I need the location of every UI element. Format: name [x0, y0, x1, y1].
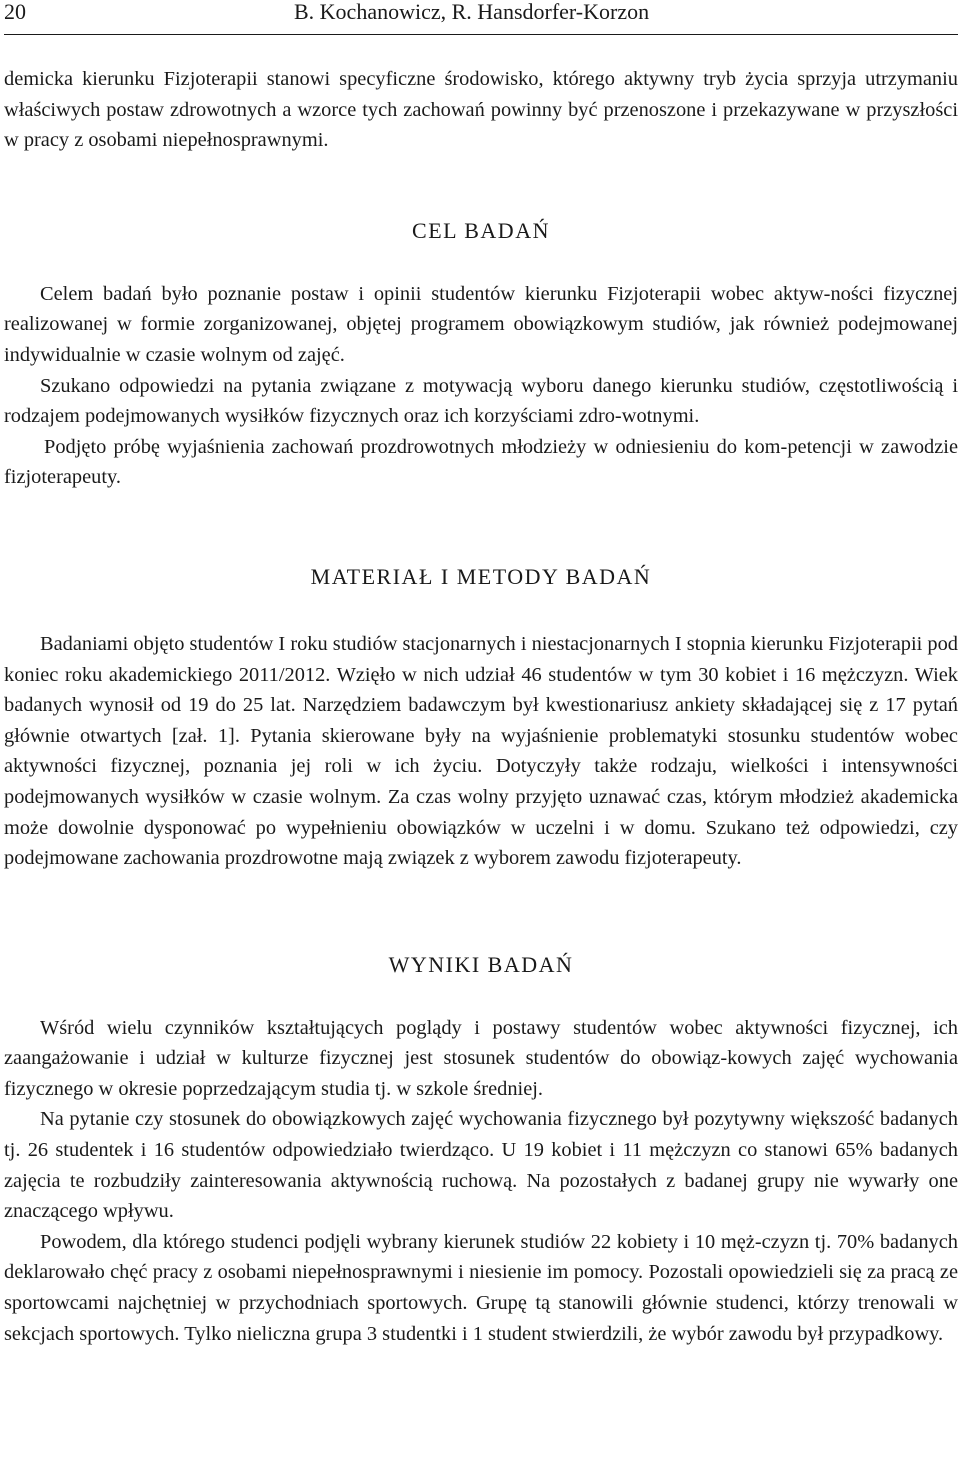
header-rule: [4, 34, 958, 35]
body-text: [4, 64, 958, 1349]
cel-badan-paragraph-1: Celem badań było poznanie postaw i opinii studentów kierunku Fizjoterapii wobec aktyw-ności fizycznej realizowanej w formie zorganizowanej, objętej programem obowiązkowym studiów, jak również podejmowanej indywidualnie w czasie wolnym od zajęć.: [4, 282, 958, 366]
cel-badan-paragraph-2: Szukano odpowiedzi na pytania związane z motywacją wyboru danego kierunku studiów, częstotliwością i rodzajem podejmowanych wysiłków fizycznych oraz ich korzyściami zdro-wotnymi.: [4, 374, 958, 428]
page-number: 20: [4, 0, 26, 24]
wyniki-badan-paragraph-3: Powodem, dla którego studenci podjęli wybrany kierunek studiów 22 kobiety i 10 męż-czyzn tj. 70% badanych deklarowało chęć pracy z osobami niepełnosprawnymi i niesienie im pomocy. Pozostali opowiedzieli się za pracą ze sportowcami najchętniej w przychodniach sportowych. Grupę tą stanowili głównie studenci, którzy trenowali w sekcjach sportowych. Tylko nieliczna grupa 3 studentki i 1 student stwierdzili, że wybór zawodu był przypadkowy.: [4, 1230, 958, 1345]
intro-paragraph: demicka kierunku Fizjoterapii stanowi specyficzne środowisko, którego aktywny tryb życia sprzyja utrzymaniu właściwych postaw zdrowotnych a wzorce tych zachowań powinny być przenoszone i przekazywane w przyszłości w pracy z osobami niepełnosprawnymi.: [4, 68, 958, 152]
section-heading-wyniki-badan: WYNIKI BADAŃ: [388, 951, 574, 977]
wyniki-badan-paragraph-1: Wśród wielu czynników kształtujących poglądy i postawy studentów wobec aktywności fizycznej, ich zaangażowanie i udział w kulturze fizycznej jest stosunek studentów do obowiąz-kowych zajęć wychowania fizycznego w okresie poprzedzającym studia tj. w szkole średniej.: [4, 1016, 958, 1100]
running-header: [4, 0, 958, 34]
document-page: [4, 0, 958, 1479]
section-heading-cel-badan: CEL BADAŃ: [412, 217, 550, 243]
material-i-metody-paragraph: Badaniami objęto studentów I roku studiów stacjonarnych i niestacjonarnych I stopnia kierunku Fizjoterapii pod koniec roku akademickiego 2011/2012. Wzięło w nich udział 46 studentów w tym 30 kobiet i 16 mężczyzn. Wiek badanych wynosił od 19 do 25 lat. Narzędziem badawczym był kwestionariusz ankiety składającej się z 17 pytań głównie otwartych [zał. 1]. Pytania skierowane były na wyjaśnienie problematyki stosunku studentów wobec aktywności fizycznej, poznania jej roli w ich życiu. Dotyczyły także rodzaju, wielkości i intensywności podejmowanych wysiłków w czasie wolnym. Za czas wolny przyjęto uznawać czas, którym młodzież akademicka może dowolnie dysponować po wypełnieniu obowiązków w uczelni i w domu. Szukano też odpowiedzi, czy podejmowane zachowania prozdrowotne mają związek z wyborem zawodu fizjoterapeuty.: [4, 632, 958, 870]
cel-badan-paragraph-3: Podjęto próbę wyjaśnienia zachowań prozdrowotnych młodzieży w odniesieniu do kom-petencji w zawodzie fizjoterapeuty.: [4, 435, 958, 489]
section-heading-material-i-metody: MATERIAŁ I METODY BADAŃ: [310, 563, 652, 589]
running-header-authors: B. Kochanowicz, R. Hansdorfer-Korzon: [294, 0, 650, 24]
wyniki-badan-paragraph-2: Na pytanie czy stosunek do obowiązkowych zajęć wychowania fizycznego był pozytywny większość badanych tj. 26 studentek i 16 studentów odpowiedziało twierdząco. U 19 kobiet i 11 mężczyzn co stanowi 65% badanych zajęcia te rozbudziły zainteresowania aktywnością ruchową. Na pozostałych z badanej grupy nie wywarły one znaczącego wpływu.: [4, 1108, 958, 1223]
